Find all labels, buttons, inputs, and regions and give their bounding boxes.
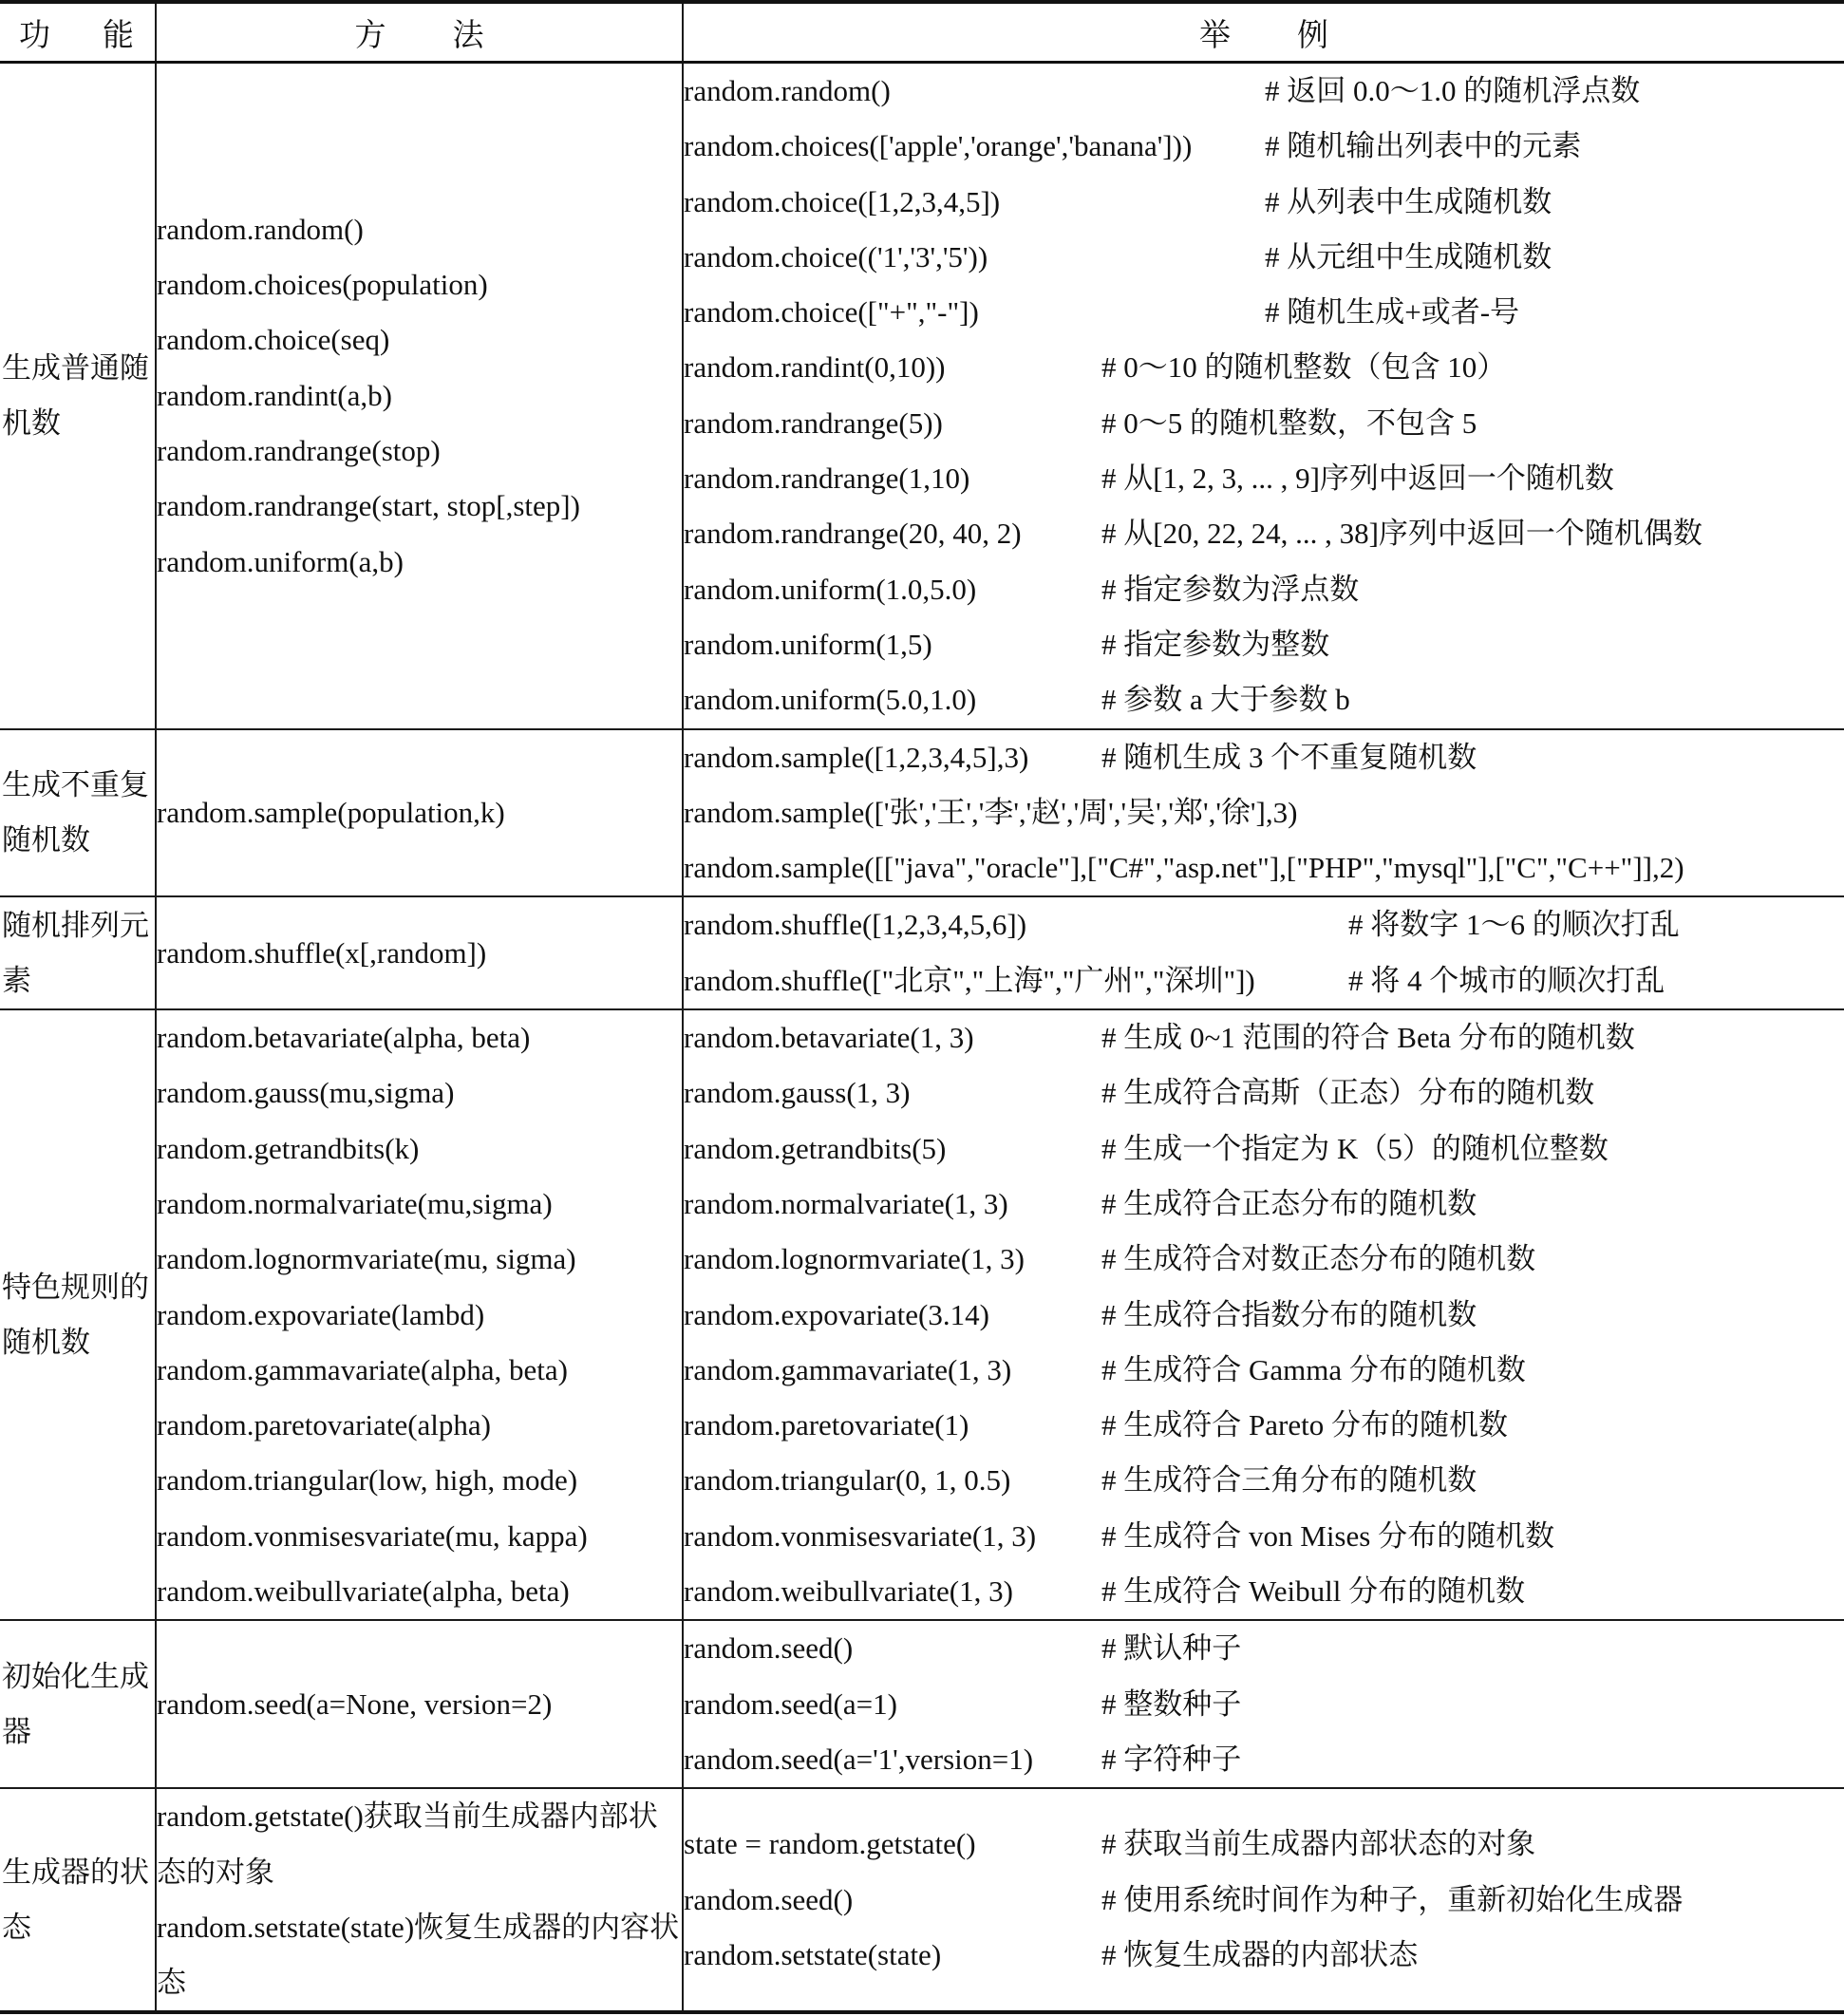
method-line: random.vonmisesvariate(mu, kappa) <box>157 1518 588 1553</box>
example-comment: # 生成符合三角分布的随机数 <box>1101 1463 1477 1498</box>
method-line: random.triangular(low, high, mode) <box>157 1463 578 1498</box>
example-line <box>684 285 1844 340</box>
example-code: random.random() <box>684 74 891 107</box>
example-comment: # 随机生成 3 个不重复随机数 <box>1101 740 1477 774</box>
example-line <box>684 897 1844 952</box>
example-code: random.lognormvariate(1, 3) <box>684 1242 1025 1276</box>
example-line <box>684 785 1844 840</box>
example-code: random.sample(['张','王','李','赵','周','吴','郑','徐'],3) <box>684 795 1298 829</box>
example-code: random.randrange(1,10) <box>684 462 970 496</box>
row-example-cell <box>683 1620 1844 1788</box>
example-comment: # 生成符合高斯（正态）分布的随机数 <box>1101 1076 1595 1110</box>
example-code: random.vonmisesvariate(1, 3) <box>684 1518 1037 1553</box>
example-line <box>684 506 1844 561</box>
row-example-cell <box>683 63 1844 729</box>
header-method-char: 方 <box>354 15 386 53</box>
example-line <box>684 1732 1844 1787</box>
example-comment: # 从列表中生成随机数 <box>1265 184 1552 218</box>
example-line <box>684 1509 1844 1564</box>
example-code: random.choice(["+","-"]) <box>684 295 979 330</box>
row-method-cell <box>156 1620 683 1788</box>
example-line <box>684 1564 1844 1619</box>
example-line <box>684 1010 1844 1065</box>
table-row <box>1 63 1844 729</box>
method-line: random.gammavariate(alpha, beta) <box>157 1352 568 1386</box>
example-code: random.weibullvariate(1, 3) <box>684 1574 1013 1609</box>
method-line: random.lognormvariate(mu, sigma) <box>157 1242 576 1276</box>
example-code: random.choice(('1','3','5')) <box>684 239 988 273</box>
table-row <box>1 1009 1844 1620</box>
row-example-cell <box>683 896 1844 1009</box>
example-comment: # 随机输出列表中的元素 <box>1265 129 1582 163</box>
method-line: random.betavariate(alpha, beta) <box>157 1021 531 1055</box>
example-line <box>684 64 1844 119</box>
header-example <box>683 2 1844 63</box>
row-function-cell: 生成普通随机数 <box>1 63 156 729</box>
example-line <box>684 1817 1844 1872</box>
row-function-cell: 特色规则的随机数 <box>1 1009 156 1620</box>
row-function-cell: 生成不重复随机数 <box>1 729 156 897</box>
example-line <box>684 1453 1844 1508</box>
method-line: random.setstate(state)恢复生成器的内容状态 <box>157 1910 680 2000</box>
example-comment: # 整数种子 <box>1101 1686 1242 1721</box>
example-line <box>684 396 1844 451</box>
example-comment: # 返回 0.0～1.0 的随机浮点数 <box>1265 74 1641 107</box>
row-example-cell <box>683 1788 1844 2012</box>
row-function-cell: 初始化生成器 <box>1 1620 156 1788</box>
row-function-cell: 随机排列元素 <box>1 896 156 1009</box>
example-comment: # 将数字 1～6 的顺次打乱 <box>1348 908 1680 942</box>
example-line <box>684 1677 1844 1732</box>
example-code: random.seed(a='1',version=1) <box>684 1742 1034 1776</box>
table-row <box>1 1620 1844 1788</box>
example-comment: # 生成符合指数分布的随机数 <box>1101 1297 1477 1331</box>
table-row <box>1 729 1844 897</box>
example-line <box>684 1288 1844 1343</box>
example-code: random.randint(0,10)) <box>684 350 946 385</box>
example-comment: # 参数 a 大于参数 b <box>1101 683 1350 717</box>
row-method-cell <box>156 729 683 897</box>
example-code: random.betavariate(1, 3) <box>684 1021 974 1055</box>
example-code: random.triangular(0, 1, 0.5) <box>684 1463 1011 1498</box>
example-code: random.randrange(5)) <box>684 405 943 440</box>
example-comment: # 生成符合 Gamma 分布的随机数 <box>1101 1352 1526 1386</box>
example-comment: # 生成符合 von Mises 分布的随机数 <box>1101 1518 1555 1553</box>
method-line: random.uniform(a,b) <box>157 544 404 578</box>
example-comment: # 恢复生成器的内部状态 <box>1101 1937 1419 1971</box>
table-row <box>1 896 1844 1009</box>
example-comment: # 从[20, 22, 24, ... , 38]序列中返回一个随机偶数 <box>1101 517 1703 551</box>
example-code: state = random.getstate() <box>684 1827 976 1861</box>
method-line: random.getrandbits(k) <box>157 1131 420 1165</box>
method-line: random.seed(a=None, version=2) <box>157 1686 553 1721</box>
table-row <box>1 1788 1844 2012</box>
row-example-cell <box>683 1009 1844 1620</box>
example-code: random.seed() <box>684 1882 854 1916</box>
example-line <box>684 119 1844 174</box>
row-method-cell <box>156 896 683 1009</box>
example-line <box>684 1343 1844 1398</box>
row-function-cell: 生成器的状态 <box>1 1788 156 2012</box>
example-code: random.seed(a=1) <box>684 1686 897 1721</box>
example-comment: # 生成符合对数正态分布的随机数 <box>1101 1242 1536 1276</box>
example-line <box>684 1232 1844 1287</box>
example-line <box>684 1873 1844 1928</box>
example-line <box>684 953 1844 1008</box>
example-line <box>684 1065 1844 1121</box>
example-line <box>684 617 1844 672</box>
example-code: random.uniform(5.0,1.0) <box>684 683 977 717</box>
example-comment: # 使用系统时间作为种子，重新初始化生成器 <box>1101 1882 1684 1916</box>
example-code: random.paretovariate(1) <box>684 1408 969 1442</box>
example-code: random.expovariate(3.14) <box>684 1297 989 1331</box>
example-code: random.setstate(state) <box>684 1937 942 1971</box>
example-code: random.choice([1,2,3,4,5]) <box>684 184 1001 218</box>
example-code: random.shuffle([1,2,3,4,5,6]) <box>684 908 1027 942</box>
header-method <box>156 2 683 63</box>
method-line: random.randrange(start, stop[,step]) <box>157 489 580 523</box>
example-comment: # 生成符合 Pareto 分布的随机数 <box>1101 1408 1508 1442</box>
header-func-char: 能 <box>103 15 134 53</box>
example-comment: # 将 4 个城市的顺次打乱 <box>1348 963 1665 997</box>
example-comment: # 0～10 的随机整数（包含 10） <box>1101 350 1507 385</box>
row-method-cell <box>156 63 683 729</box>
example-line <box>684 451 1844 506</box>
example-line <box>684 175 1844 230</box>
header-func <box>1 2 156 63</box>
method-line: random.expovariate(lambd) <box>157 1297 485 1331</box>
method-line: random.shuffle(x[,random]) <box>157 935 487 970</box>
method-line: random.sample(population,k) <box>157 795 505 829</box>
method-line: random.normalvariate(mu,sigma) <box>157 1186 553 1220</box>
example-line <box>684 562 1844 617</box>
method-line: random.random() <box>157 212 364 246</box>
example-code: random.randrange(20, 40, 2) <box>684 517 1022 551</box>
method-line: random.gauss(mu,sigma) <box>157 1076 455 1110</box>
example-line <box>684 340 1844 395</box>
example-comment: # 0～5 的随机整数，不包含 5 <box>1101 405 1477 440</box>
example-line <box>684 672 1844 727</box>
method-line: random.paretovariate(alpha) <box>157 1408 492 1442</box>
example-line <box>684 1177 1844 1232</box>
example-code: random.sample([1,2,3,4,5],3) <box>684 740 1029 774</box>
example-line <box>684 1928 1844 1983</box>
method-line: random.choices(population) <box>157 268 488 302</box>
header-method-char: 法 <box>452 15 484 53</box>
example-code: random.uniform(1,5) <box>684 627 932 661</box>
example-comment: # 生成符合 Weibull 分布的随机数 <box>1101 1574 1526 1609</box>
header-example-char: 例 <box>1297 15 1328 53</box>
table-header-row <box>1 2 1844 63</box>
method-line: random.weibullvariate(alpha, beta) <box>157 1574 570 1609</box>
example-comment: # 从[1, 2, 3, ... , 9]序列中返回一个随机数 <box>1101 462 1614 496</box>
example-comment: # 获取当前生成器内部状态的对象 <box>1101 1827 1536 1861</box>
example-line <box>684 840 1844 895</box>
example-comment: # 生成符合正态分布的随机数 <box>1101 1186 1477 1220</box>
method-line: random.getstate()获取当前生成器内部状态的对象 <box>157 1799 658 1889</box>
row-method-cell <box>156 1788 683 2012</box>
example-code: random.uniform(1.0,5.0) <box>684 572 977 606</box>
method-line: random.choice(seq) <box>157 323 390 357</box>
example-code: random.shuffle(["北京","上海","广州","深圳"]) <box>684 963 1255 997</box>
example-comment: # 生成 0~1 范围的符合 Beta 分布的随机数 <box>1101 1021 1635 1055</box>
row-method-cell <box>156 1009 683 1620</box>
example-code: random.seed() <box>684 1631 854 1666</box>
row-example-cell <box>683 729 1844 897</box>
example-comment: # 从元组中生成随机数 <box>1265 239 1552 273</box>
example-comment: # 指定参数为浮点数 <box>1101 572 1360 606</box>
method-line: random.randint(a,b) <box>157 378 392 412</box>
header-example-char: 举 <box>1199 15 1231 53</box>
example-line <box>684 230 1844 285</box>
example-code: random.normalvariate(1, 3) <box>684 1186 1008 1220</box>
example-comment: # 字符种子 <box>1101 1742 1242 1776</box>
method-line: random.randrange(stop) <box>157 433 441 467</box>
example-code: random.gammavariate(1, 3) <box>684 1352 1012 1386</box>
example-comment: # 默认种子 <box>1101 1631 1242 1666</box>
example-code: random.gauss(1, 3) <box>684 1076 911 1110</box>
example-line <box>684 1121 1844 1177</box>
header-func-char: 功 <box>19 15 50 53</box>
example-comment: # 指定参数为整数 <box>1101 627 1330 661</box>
example-line <box>684 730 1844 785</box>
example-line <box>684 1621 1844 1676</box>
example-line <box>684 1398 1844 1453</box>
example-code: random.choices(['apple','orange','banana'])) <box>684 129 1193 163</box>
example-code: random.sample([["java","oracle"],["C#","asp.net"],["PHP","mysql"],["C","C++"]],2) <box>684 851 1684 885</box>
example-comment: # 生成一个指定为 K（5）的随机位整数 <box>1101 1131 1609 1165</box>
example-code: random.getrandbits(5) <box>684 1131 947 1165</box>
example-comment: # 随机生成+或者-号 <box>1265 295 1520 330</box>
